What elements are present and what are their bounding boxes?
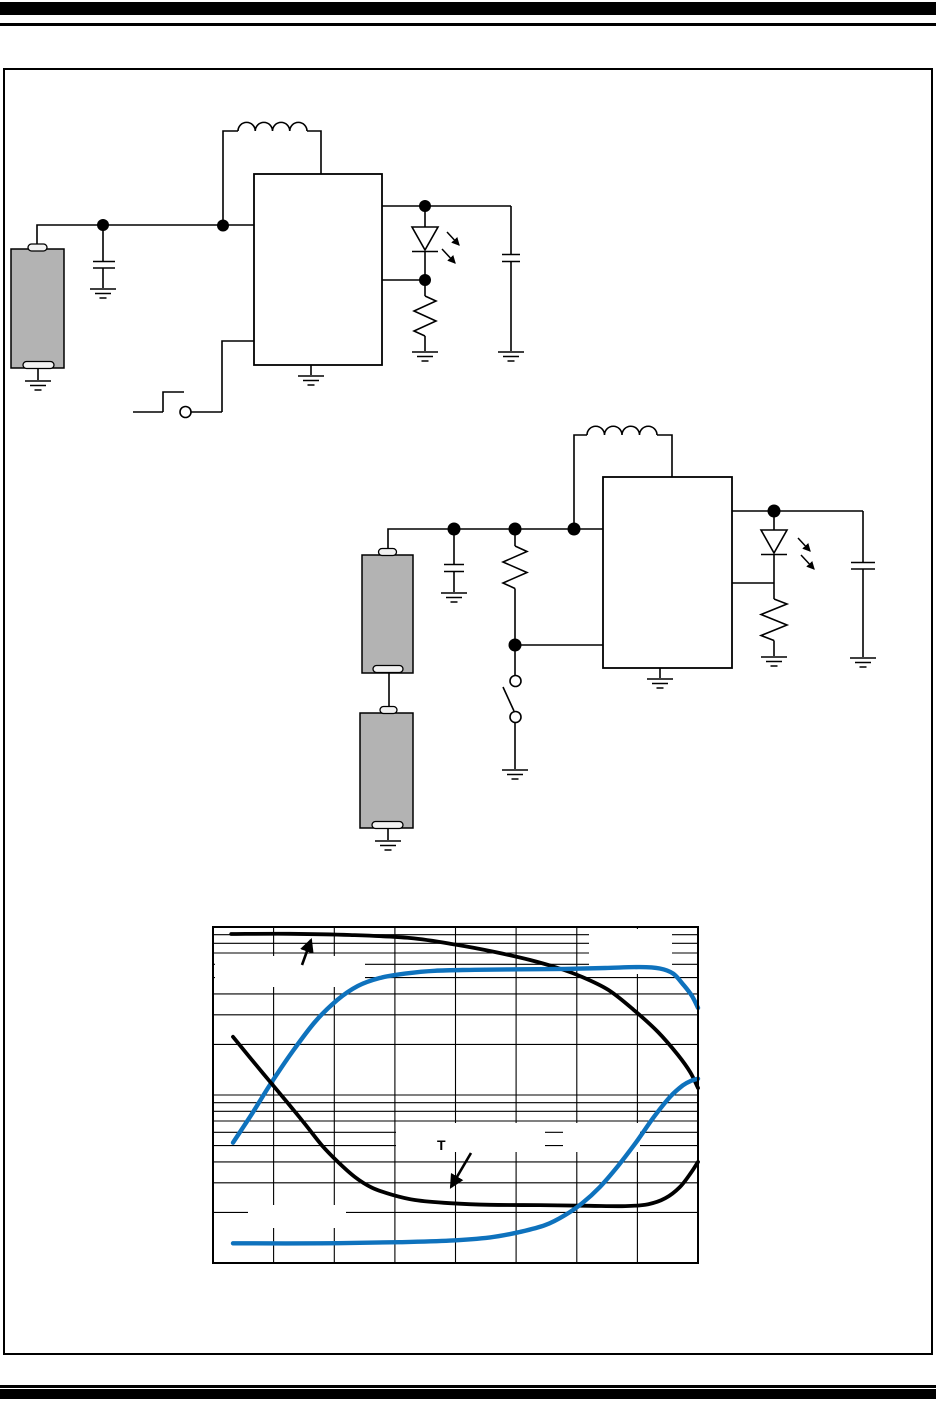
graph-annotation-t: T: [437, 1137, 446, 1153]
junction-dot: [419, 200, 431, 212]
battery-negative-terminal: [23, 362, 54, 369]
junction-dot: [768, 505, 781, 518]
battery-cell: [11, 244, 64, 390]
ground-symbol: [90, 289, 116, 298]
ground-symbol: [441, 593, 467, 602]
led-emission-arrows: [798, 538, 814, 569]
battery-cell-1: [362, 549, 413, 674]
battery-positive-terminal: [380, 707, 397, 714]
junction-dot: [419, 274, 431, 286]
ic-ground: [647, 668, 673, 688]
junction-dot: [509, 523, 522, 536]
led: [761, 511, 814, 583]
battery-cell-2: [360, 707, 413, 851]
input-capacitor: [441, 529, 467, 602]
boost-converter-ic: [603, 477, 732, 668]
ic-ground: [298, 365, 324, 385]
battery-negative-terminal: [372, 822, 403, 829]
current-sense-resistor: [761, 583, 787, 666]
junction-dot: [568, 523, 581, 536]
pushbutton-switch: [133, 341, 254, 418]
battery-positive-terminal: [28, 244, 47, 251]
led: [412, 206, 459, 280]
boost-converter-ic: [254, 174, 382, 365]
ground-symbol: [761, 657, 787, 666]
battery-positive-terminal: [379, 549, 397, 556]
junction-dot: [448, 523, 461, 536]
ground-symbol: [647, 679, 673, 688]
output-capacitor: [498, 206, 524, 361]
set-resistor: [503, 529, 527, 645]
ground-symbol: [412, 352, 438, 361]
circuit-top-schematic: [11, 122, 524, 417]
callout-arrow-lower: [451, 1153, 471, 1187]
performance-graph: [213, 927, 698, 1263]
ground-symbol: [502, 770, 528, 779]
junction-dot: [509, 639, 522, 652]
ground-symbol: [498, 352, 524, 361]
junction-dot: [217, 220, 229, 232]
current-sense-resistor: [412, 280, 438, 361]
on-off-switch: [502, 645, 528, 779]
led-emission-arrows: [442, 232, 459, 263]
ground-symbol: [375, 841, 401, 850]
ground-symbol: [298, 376, 324, 385]
output-capacitor: [850, 511, 876, 667]
ground-symbol: [850, 658, 876, 667]
battery-negative-terminal: [373, 666, 403, 673]
ground-symbol: [25, 381, 51, 390]
input-capacitor: [90, 225, 116, 298]
circuit-middle-schematic: [360, 426, 876, 850]
junction-dot: [97, 219, 109, 231]
